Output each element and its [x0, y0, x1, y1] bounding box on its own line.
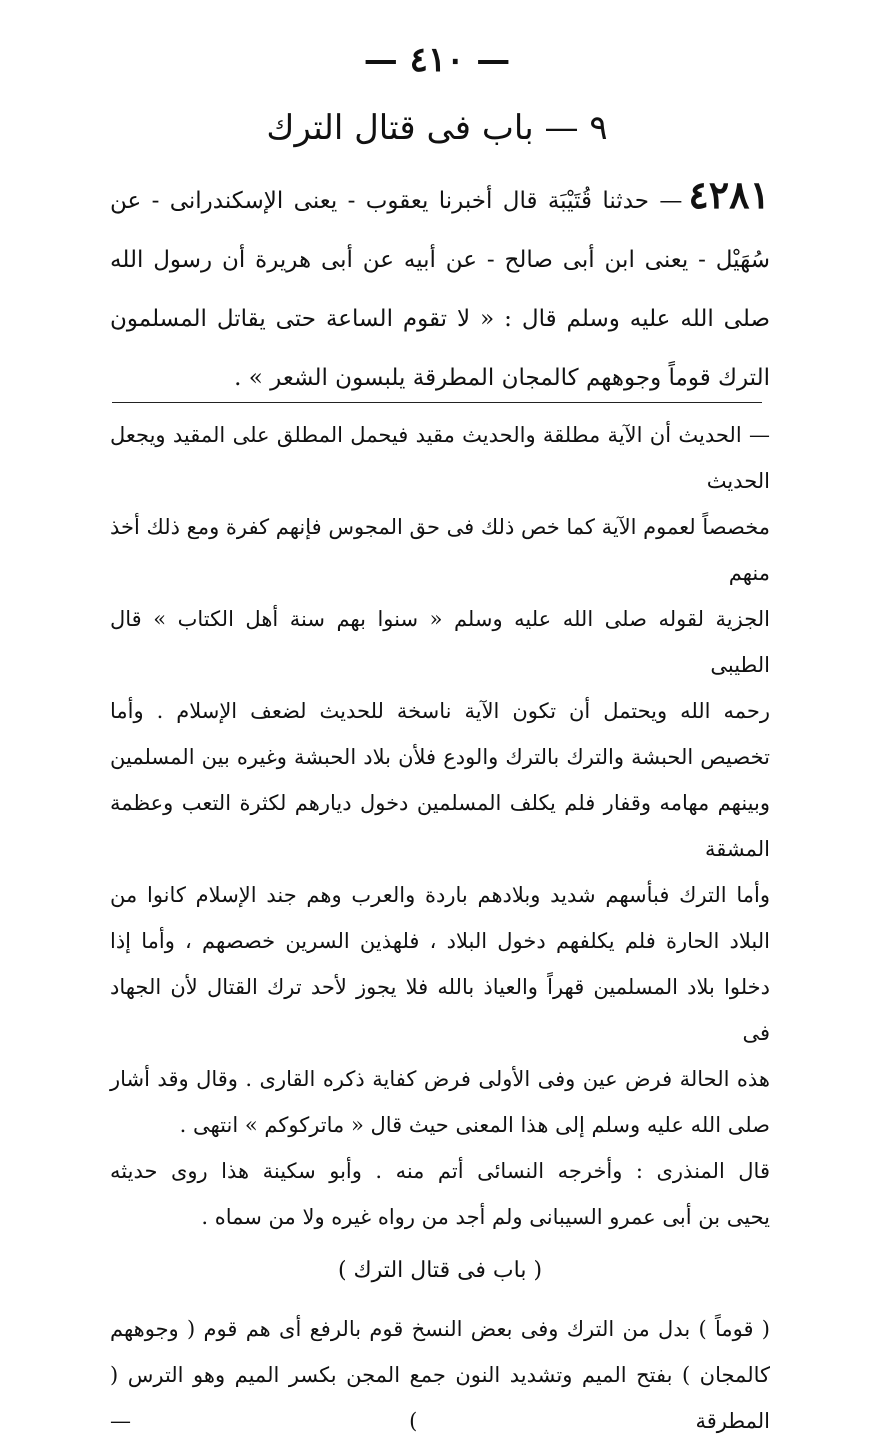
commentary-line: تخصيص الحبشة والترك بالترك والودع فلأن بلاد الحبشة وغيره بين المسلمين: [110, 745, 770, 769]
commentary-line: هذه الحالة فرض عين وفى الأولى فرض كفاية ذكره القارى . وقال وقد أشار: [110, 1067, 770, 1091]
commentary-line: وبينهم مهامه وقفار فلم يكلف المسلمين دخول ديارهم لكثرة التعب وعظمة المشقة: [110, 791, 770, 861]
commentary-line: البلاد الحارة فلم يكلفهم دخول البلاد ، فلهذين السرين خصصهم ، وأما إذا: [110, 929, 770, 953]
commentary-line: وأما الترك فبأسهم شديد وبلادهم باردة والعرب وهم جند الإسلام كانوا من: [110, 883, 770, 907]
commentary-line: الجزية لقوله صلى الله عليه وسلم « سنوا بهم سنة أهل الكتاب » قال الطيبى: [110, 607, 770, 677]
sub-heading: ( باب فى قتال الترك ): [337, 1258, 543, 1283]
note-line: كالمجان ) بفتح الميم وتشديد النون جمع المجن بكسر الميم وهو الترس ( المطرقة ) —: [110, 1363, 770, 1433]
commentary-block: [110, 412, 770, 1444]
page-number: — ٤١٠ —: [363, 40, 511, 80]
commentary-line: صلى الله عليه وسلم إلى هذا المعنى حيث قال « ماتركوكم » انتهى .: [179, 1113, 770, 1137]
hadith-number: ٤٢٨١: [688, 172, 770, 217]
mundhiri-line: يحيى بن أبى عمرو السيبانى ولم أجد من رواه غيره ولا من سماه .: [201, 1205, 770, 1229]
commentary-line: رحمه الله ويحتمل أن تكون الآية ناسخة للحديث لضعف الإسلام . وأما: [110, 699, 770, 723]
hadith-block: [110, 165, 770, 408]
chapter-title: ٩ — باب فى قتال الترك: [266, 108, 608, 148]
commentary-line: دخلوا بلاد المسلمين قهراً والعياذ بالله فلا يجوز لأحد ترك القتال لأن الجهاد فى: [110, 975, 770, 1045]
note-line: ( قوماً ) بدل من الترك وفى بعض النسخ قوم بالرفع أى هم قوم ( وجوههم: [110, 1317, 770, 1341]
mundhiri-line: قال المنذرى : وأخرجه النسائى أتم منه . وأبو سكينة هذا روى حديثه: [110, 1159, 770, 1183]
hadith-text: — حدثنا قُتَيْبَة قال أخبرنا يعقوب - يعنى الإسكندرانى - عن سُهَيْل - يعنى ابن أبى صالح - عن أبيه عن أبى هريرة أن رسول الله صلى الله عليه وسلم قال : « لا تقوم الساعة حتى يقاتل المسلمون الترك قوماً وجوههم كالمجان المطرقة يلبسون الشعر » .: [110, 188, 770, 391]
commentary-line: — الحديث أن الآية مطلقة والحديث مقيد فيحمل المطلق على المقيد ويجعل الحديث: [110, 423, 770, 493]
commentary-line: مخصصاً لعموم الآية كما خص ذلك فى حق المجوس فإنهم كفرة ومع ذلك أخذ منهم: [110, 515, 770, 585]
section-divider: [112, 402, 762, 403]
